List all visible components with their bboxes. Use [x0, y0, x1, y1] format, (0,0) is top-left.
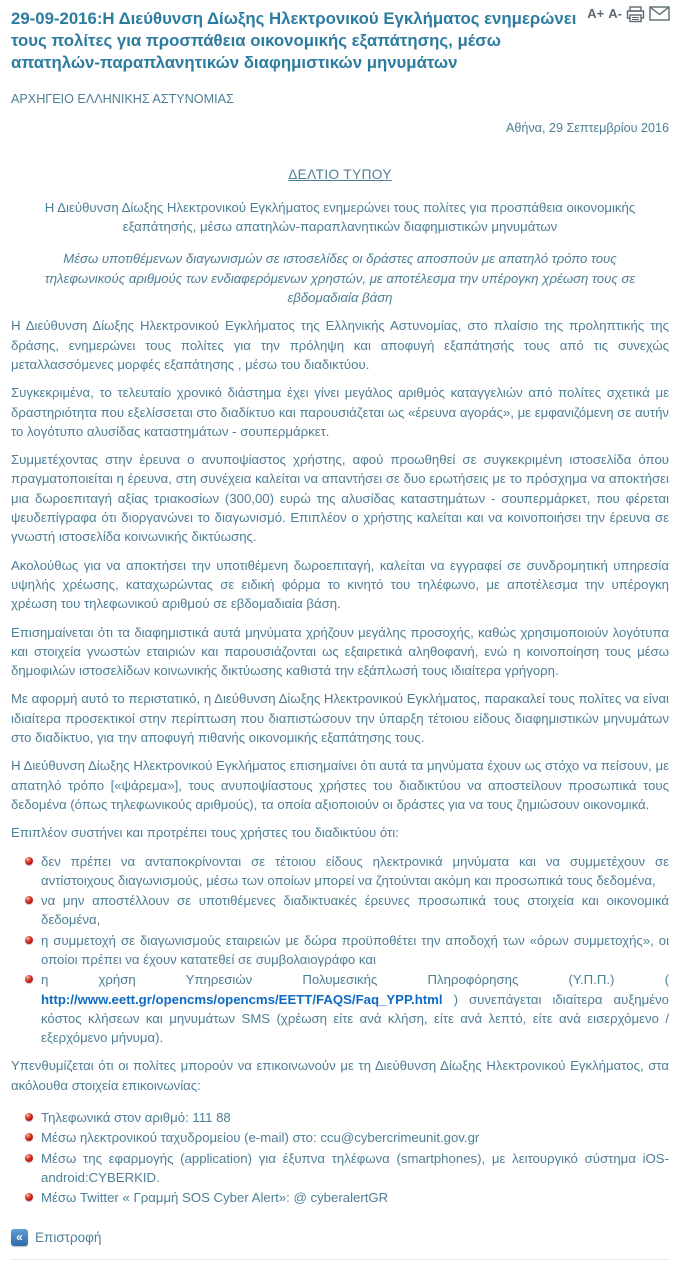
list-item-text: [41, 972, 669, 1045]
advice-list-intro: Επιπλέον συστήνει και προτρέπει τους χρήστες του διαδικτύου ότι:: [11, 825, 399, 841]
list-item: [25, 1188, 669, 1207]
advice-list: [11, 852, 669, 1048]
bottom-divider: [11, 1259, 669, 1260]
list-item: [25, 852, 669, 891]
contact-list: [11, 1108, 669, 1207]
list-item-text: δεν πρέπει να ανταποκρίνονται σε τέτοιου είδους ηλεκτρονικά μηνύματα και να συμμετέχουν σε αντίστοιχους διαγωνισμούς, μέσω των οποίων μπορεί να ζητούνται ακόμη και προσωπικά τους δεδομένα,: [41, 853, 669, 888]
red-bullet-icon: [25, 857, 33, 865]
red-bullet-icon: [25, 1133, 33, 1141]
font-increase-button[interactable]: A+: [587, 6, 605, 21]
list-item-text: Μέσω ηλεκτρονικού ταχυδρομείου (e-mail) στο: ccu@cybercrimeunit.gov.gr: [41, 1130, 480, 1146]
list-item-text: Τηλεφωνικά στον αριθμό: 111 88: [41, 1110, 231, 1126]
paragraph: Η Διεύθυνση Δίωξης Ηλεκτρονικού Εγκλήματος επισημαίνει ότι αυτά τα μηνύματα έχουν ως στόχο να πείσουν, με απατηλό τρόπο [«ψάρεμα»], τους ανυποψίαστους χρήστες του διαδικτύου να αποστείλουν προσωπικά τους δεδομένα (όπως τηλεφωνικούς αριθμούς), τα οποία αξιοποιούν οι δράστες για να τους ζημιώσουν οικονομικά.: [11, 758, 669, 812]
subtitle-italic: Μέσω υποτιθέμενων διαγωνισμών σε ιστοσελίδες οι δράστες αποσπούν με απατηλό τρόπο τους τηλεφωνικούς αριθμούς των ενδιαφερόμενων χρηστών, με αποτέλεσμα την υπέρογκη χρέωση τους σε εβδομαδιαία βάση: [44, 251, 636, 306]
red-bullet-icon: [25, 936, 33, 944]
contact-intro: Υπενθυμίζεται ότι οι πολίτες μπορούν να επικοινωνούν με τη Διεύθυνση Δίωξης Ηλεκτρονικού Εγκλήματος, στα ακόλουθα στοιχεία επικοινωνίας:: [11, 1058, 669, 1093]
email-icon[interactable]: [649, 6, 670, 21]
agency-name: ΑΡΧΗΓΕΙΟ ΕΛΛΗΝΙΚΗΣ ΑΣΤΥΝΟΜΙΑΣ: [11, 92, 234, 106]
list-item: [25, 1128, 669, 1147]
printer-icon[interactable]: [626, 6, 645, 23]
back-button[interactable]: [11, 1228, 669, 1247]
link-pre-text: η χρήση Υπηρεσιών Πολυμεσικής Πληροφόρησης (Υ.Π.Π.) (: [41, 972, 669, 988]
list-item: [25, 891, 669, 930]
red-bullet-icon: [25, 1113, 33, 1121]
page-title: 29-09-2016:Η Διεύθυνση Δίωξης Ηλεκτρονικού Εγκλήματος ενημερώνει τους πολίτες για προσπάθεια οικονομικής εξαπάτησης, μέσω απατηλών-παραπλανητικών διαφημιστικών μηνυμάτων: [11, 9, 577, 72]
paragraph: Η Διεύθυνση Δίωξης Ηλεκτρονικού Εγκλήματος της Ελληνικής Αστυνομίας, στο πλαίσιο της προληπτικής της δράσης, ενημερώνει τους πολίτες για την πρόληψη και αποφυγή εξαπάτησής τους από τις συνεχώς μεταλλασσόμενες μορφές εξαπάτησης , μέσω του διαδικτύου.: [11, 318, 669, 372]
list-item-text: Μέσω της εφαρμογής (application) για έξυπνα τηλέφωνα (smartphones), με λειτουργικό σύστημα iOS-android:CYBERKID.: [41, 1150, 669, 1185]
list-item-with-link: [25, 970, 669, 1047]
link-post-text: ) συνεπάγεται ιδιαίτερα αυξημένο κόστος κλήσεων και μηνυμάτων SMS (χρέωση είτε ανά κλήση, είτε ανά λεπτό, είτε ανά εισερχόμενο / εξερχόμενο μήνυμα).: [41, 991, 669, 1046]
press-release-heading: ΔΕΛΤΙΟ ΤΥΠΟΥ: [288, 166, 392, 182]
back-arrow-icon[interactable]: «: [11, 1229, 28, 1246]
paragraph: Συμμετέχοντας στην έρευνα ο ανυποψίαστος χρήστης, αφού προωθηθεί σε συγκεκριμένη ιστοσελίδα όπου πραγματοποιείται η έρευνα, στη συνέχεια καλείται να απαντήσει σε δυο ερωτήσεις με το πρόσχημα να αποκτήσει μια δωροεπιταγή αξίας τριακοσίων (300,00) ευρώ της αλυσίδας καταστημάτων - σουπερμάρκετ, που φέρεται ψευδεπίγραφα ότι διοργανώνει το διαγωνισμό. Επιπλέον ο χρήστης καλείται και να κοινοποιήσει την έρευνα σε γνωστή ιστοσελίδα κοινωνικής δικτύωσης.: [11, 452, 669, 545]
red-bullet-icon: [25, 1154, 33, 1162]
red-bullet-icon: [25, 975, 33, 983]
font-decrease-button[interactable]: A-: [608, 6, 622, 21]
paragraph: Συγκεκριμένα, το τελευταίο χρονικό διάστημα έχει γίνει μεγάλος αριθμός καταγγελιών από πολίτες σχετικά με δραστηριότητα που εξελίσσεται στο διαδίκτυο και παρουσιάζεται ως «έρευνα αγοράς», με εμφανιζόμενη σε αυτήν το λογότυπο αλυσίδας καταστημάτων - σουπερμάρκετ.: [11, 385, 669, 439]
list-item-text: η συμμετοχή σε διαγωνισμούς εταιρειών με δώρα προϋποθέτει την αποδοχή των «όρων συμμετοχής», οι οποίοι πρέπει να έχουν κατατεθεί σε συμβολαιογράφο και: [41, 932, 669, 967]
list-item: [25, 1108, 669, 1127]
paragraph: Ακολούθως για να αποκτήσει την υποτιθέμενη δωροεπιταγή, καλείται να εγγραφεί σε συνδρομητική υπηρεσία υψηλής χρέωσης, καταχωρώντας σε ειδική φόρμα το κινητό του τηλέφωνο, με αποτέλεσμα την υπέρογκη χρέωση του τηλεφωνικού αριθμού σε εβδομαδιαία βάση.: [11, 557, 669, 612]
paragraph: Επισημαίνεται ότι τα διαφημιστικά αυτά μηνύματα χρήζουν μεγάλης προσοχής, καθώς χρησιμοποιούν λογότυπα και στοιχεία γνωστών εταιριών και παρουσιάζονται ως εξαιρετικά αληθοφανή, ενώ η κοινοποίηση τους μέσω δημοφιλών ιστοσελίδων κοινωνικής δικτύωσης καθιστά την εξάπλωσή τους ιδιαίτερα γρήγορη.: [11, 624, 669, 679]
paragraph: Με αφορμή αυτό το περιστατικό, η Διεύθυνση Δίωξης Ηλεκτρονικού Εγκλήματος, παρακαλεί τους πολίτες να είναι ιδιαίτερα προσεκτικοί στην περίπτωση που διαπιστώσουν την ύπαρξη τέτοιου είδους διαφημιστικών μηνυμάτων στο διαδίκτυο, για την αποφυγή πιθανής οικονομικής εξαπάτησης τους.: [11, 691, 669, 746]
page-toolbar: [587, 6, 670, 23]
list-item: [25, 1149, 669, 1188]
eett-faq-link[interactable]: http://www.eett.gr/opencms/opencms/EETT/FAQS/Faq_YPP.html: [41, 991, 443, 1007]
list-item-text: να μην αποστέλλουν σε υποτιθέμενες διαδικτυακές έρευνες προσωπικά τους στοιχεία και οικονομικά δεδομένα,: [41, 893, 669, 928]
red-bullet-icon: [25, 1193, 33, 1201]
list-item-text: Μέσω Twitter « Γραμμή SOS Cyber Alert»: @ cyberalertGR: [41, 1190, 389, 1206]
list-item: [25, 931, 669, 970]
dateline: Αθήνα, 29 Σεπτεμβρίου 2016: [505, 121, 669, 136]
red-bullet-icon: [25, 896, 33, 904]
back-button-label[interactable]: Επιστροφή: [35, 1229, 102, 1245]
lead-paragraph: Η Διεύθυνση Δίωξης Ηλεκτρονικού Εγκλήματος ενημερώνει τους πολίτες για προσπάθεια οικονομικής εξαπάτησής, μέσω απατηλών-παραπλανητικών διαφημιστικών μηνυμάτων: [44, 199, 636, 235]
